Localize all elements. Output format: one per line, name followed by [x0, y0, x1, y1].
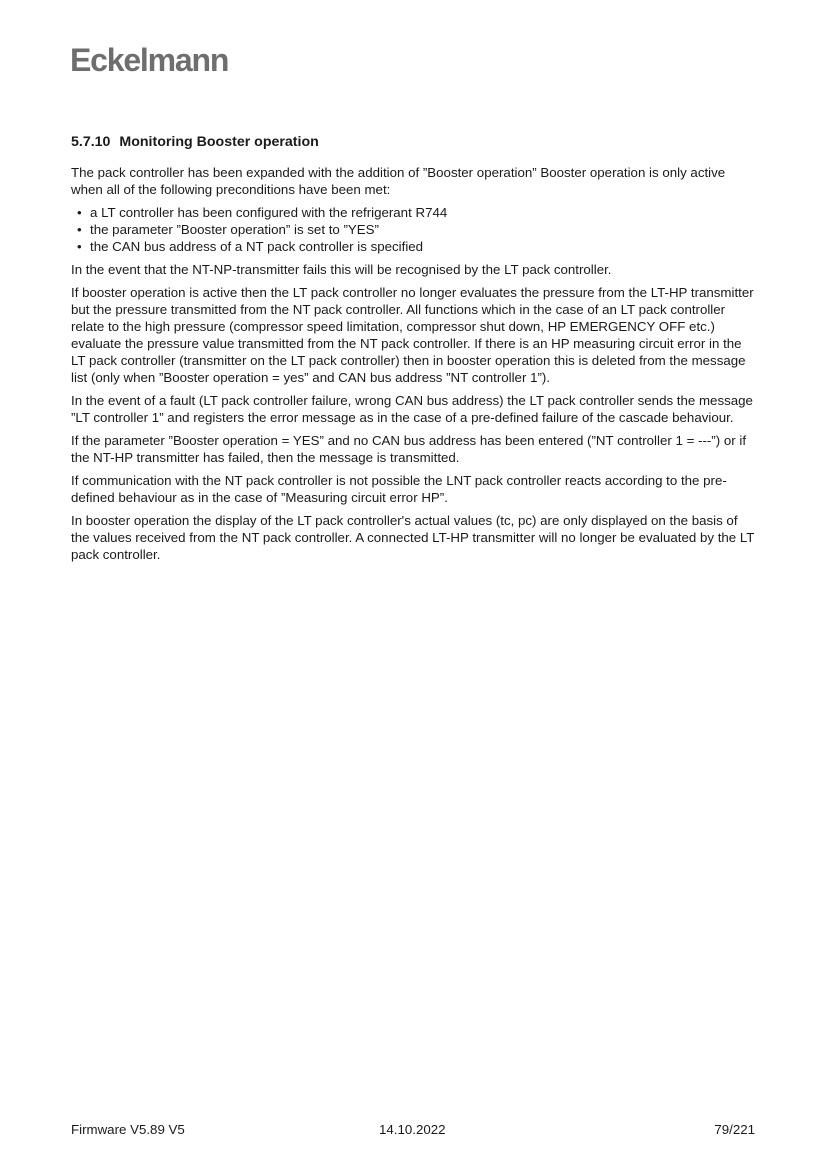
section-title: Monitoring Booster operation — [119, 134, 319, 150]
paragraph: In booster operation the display of the LT pack controller's actual values (tc, pc) are only displayed on the basis of the values received from the NT pack controller. A connected LT-HP transmitter will no longer be evaluated by the LT pack controller. — [71, 513, 755, 562]
list-item: • a LT controller has been configured with the refrigerant R744 — [71, 204, 757, 221]
footer-page-number: 79/221 — [714, 1122, 755, 1137]
document-body — [71, 133, 757, 569]
paragraph: In the event of a fault (LT pack controller failure, wrong CAN bus address) the LT pack controller sends the message ”LT controller 1” and registers the error message as in the case of a pre-defined failure of the cascade behaviour. — [71, 393, 753, 425]
paragraph: If the parameter ”Booster operation = YES” and no CAN bus address has been entered (”NT controller 1 = ---”) or if the NT-HP transmitter has failed, then the message is transmitted. — [71, 433, 747, 465]
list-item: • the parameter ”Booster operation” is set to ”YES” — [71, 221, 757, 238]
preconditions-list — [71, 204, 757, 255]
footer-firmware: Firmware V5.89 V5 — [71, 1122, 185, 1137]
page-footer — [71, 1121, 757, 1139]
section-heading — [71, 133, 757, 151]
intro-paragraph: The pack controller has been expanded with the addition of ”Booster operation” Booster operation is only active when all of the following preconditions have been met: — [71, 165, 726, 197]
paragraph: If booster operation is active then the LT pack controller no longer evaluates the pressure from the LT-HP transmitter but the pressure transmitted from the NT pack controller. All functions which in the case of an LT pack controller relate to the high pressure (compressor speed limitation, compressor shut down, HP EMERGENCY OFF etc.) evaluate the pressure value transmitted from the NT pack controller. If there is an HP measuring circuit error in the LT pack controller (transmitter on the LT pack controller) then in booster operation this is deleted from the message list (only when ”Booster operation = yes” and CAN bus address ”NT controller 1”). — [71, 285, 754, 385]
section-number: 5.7.10 — [71, 134, 111, 150]
paragraph: If communication with the NT pack controller is not possible the LNT pack controller reacts according to the pre-defined behaviour as in the case of ”Measuring circuit error HP”. — [71, 473, 727, 505]
list-item: • the CAN bus address of a NT pack controller is specified — [71, 238, 757, 255]
eckelmann-logo: Eckelmann — [70, 42, 229, 78]
paragraph: In the event that the NT-NP-transmitter fails this will be recognised by the LT pack controller. — [71, 262, 612, 277]
footer-date: 14.10.2022 — [379, 1122, 446, 1137]
